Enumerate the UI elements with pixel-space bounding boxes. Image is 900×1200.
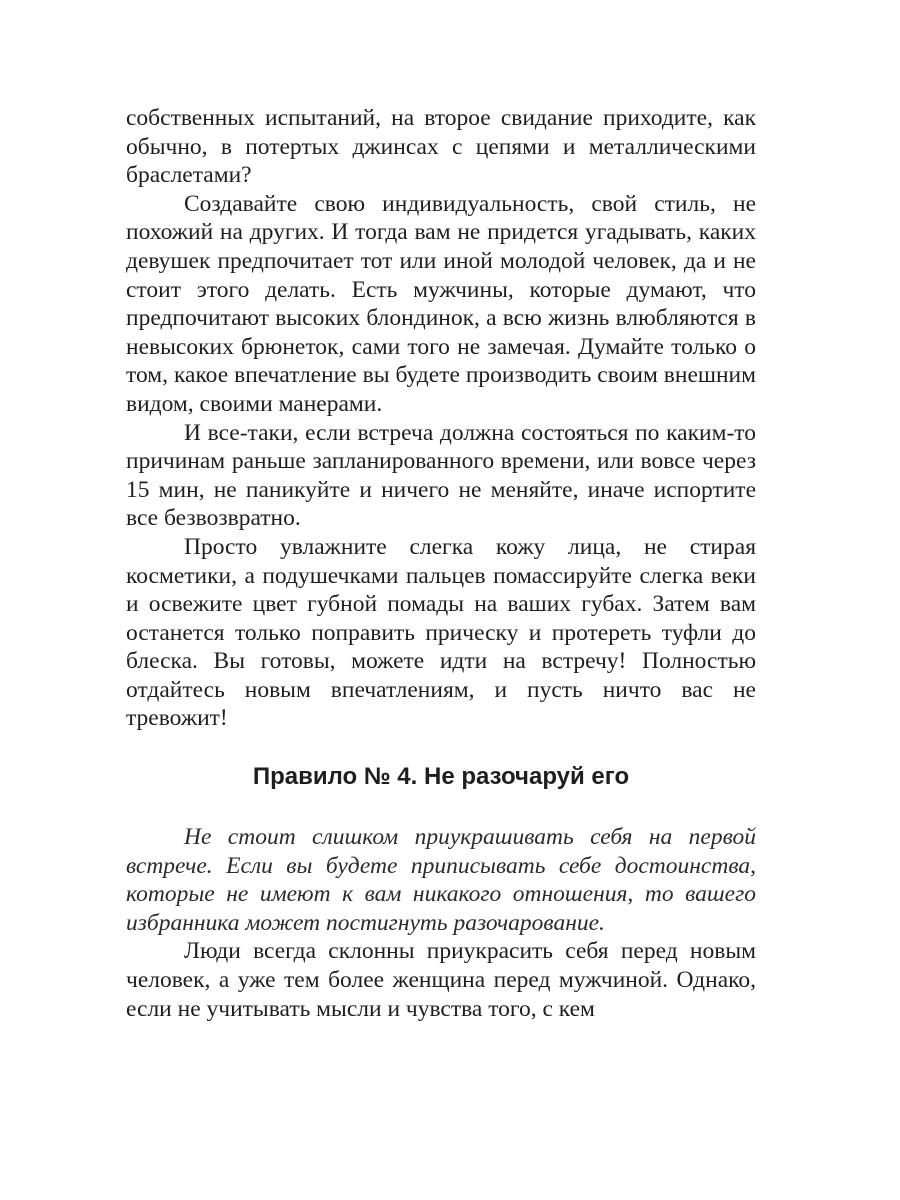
lead-italic-paragraph: Не стоит слишком приукрашивать себя на первой встрече. Если вы будете приписывать себе достоинства, которые не имеют к вам никакого отношения, то вашего избранника может постигнуть разочарование. [126,824,756,936]
section-heading: Правило № 4. Не разочаруй его [252,763,630,791]
paragraph-continuation: собственных испытаний, на второе свидание приходите, как обычно, в потертых джинсах с цепями и металлическими браслетами? [126,105,756,189]
book-page [126,104,756,1023]
paragraph-quick-refresh: Просто увлажните слегка кожу лица, не стирая косметики, а подушечками пальцев помассируйте слегка веки и освежите цвет губной помады на ваших губах. Затем вам останется только поправить прическу и протереть туфли до блеска. Вы готовы, можете идти на встречу! Полностью отдайтесь новым впечатлениям, и пусть ничто вас не тревожит! [126,533,756,732]
paragraph-people-embellish: Люди всегда склонны приукрасить себя перед новым человек, а уже тем более женщина перед мужчиной. Однако, если не учитывать мысли и чувства того, с кем [126,938,756,1022]
paragraph-early-meeting: И все-таки, если встреча должна состояться по каким-то причинам раньше запланированного времени, или вовсе через 15 мин, не паникуйте и ничего не меняйте, иначе испортите все безвозвратно. [126,419,756,532]
paragraph-individuality: Создавайте свою индивидуальность, свой стиль, не похожий на других. И тогда вам не придется угадывать, каких девушек предпочитает тот или иной молодой человек, да и не стоит этого делать. Есть мужчины, которые думают, что предпочитают высоких блондинок, а всю жизнь влюбляются в невысоких брюнеток, сами того не замечая. Думайте только о том, какое впечатление вы будете производить своим внешним видом, своими манерами. [126,190,756,417]
